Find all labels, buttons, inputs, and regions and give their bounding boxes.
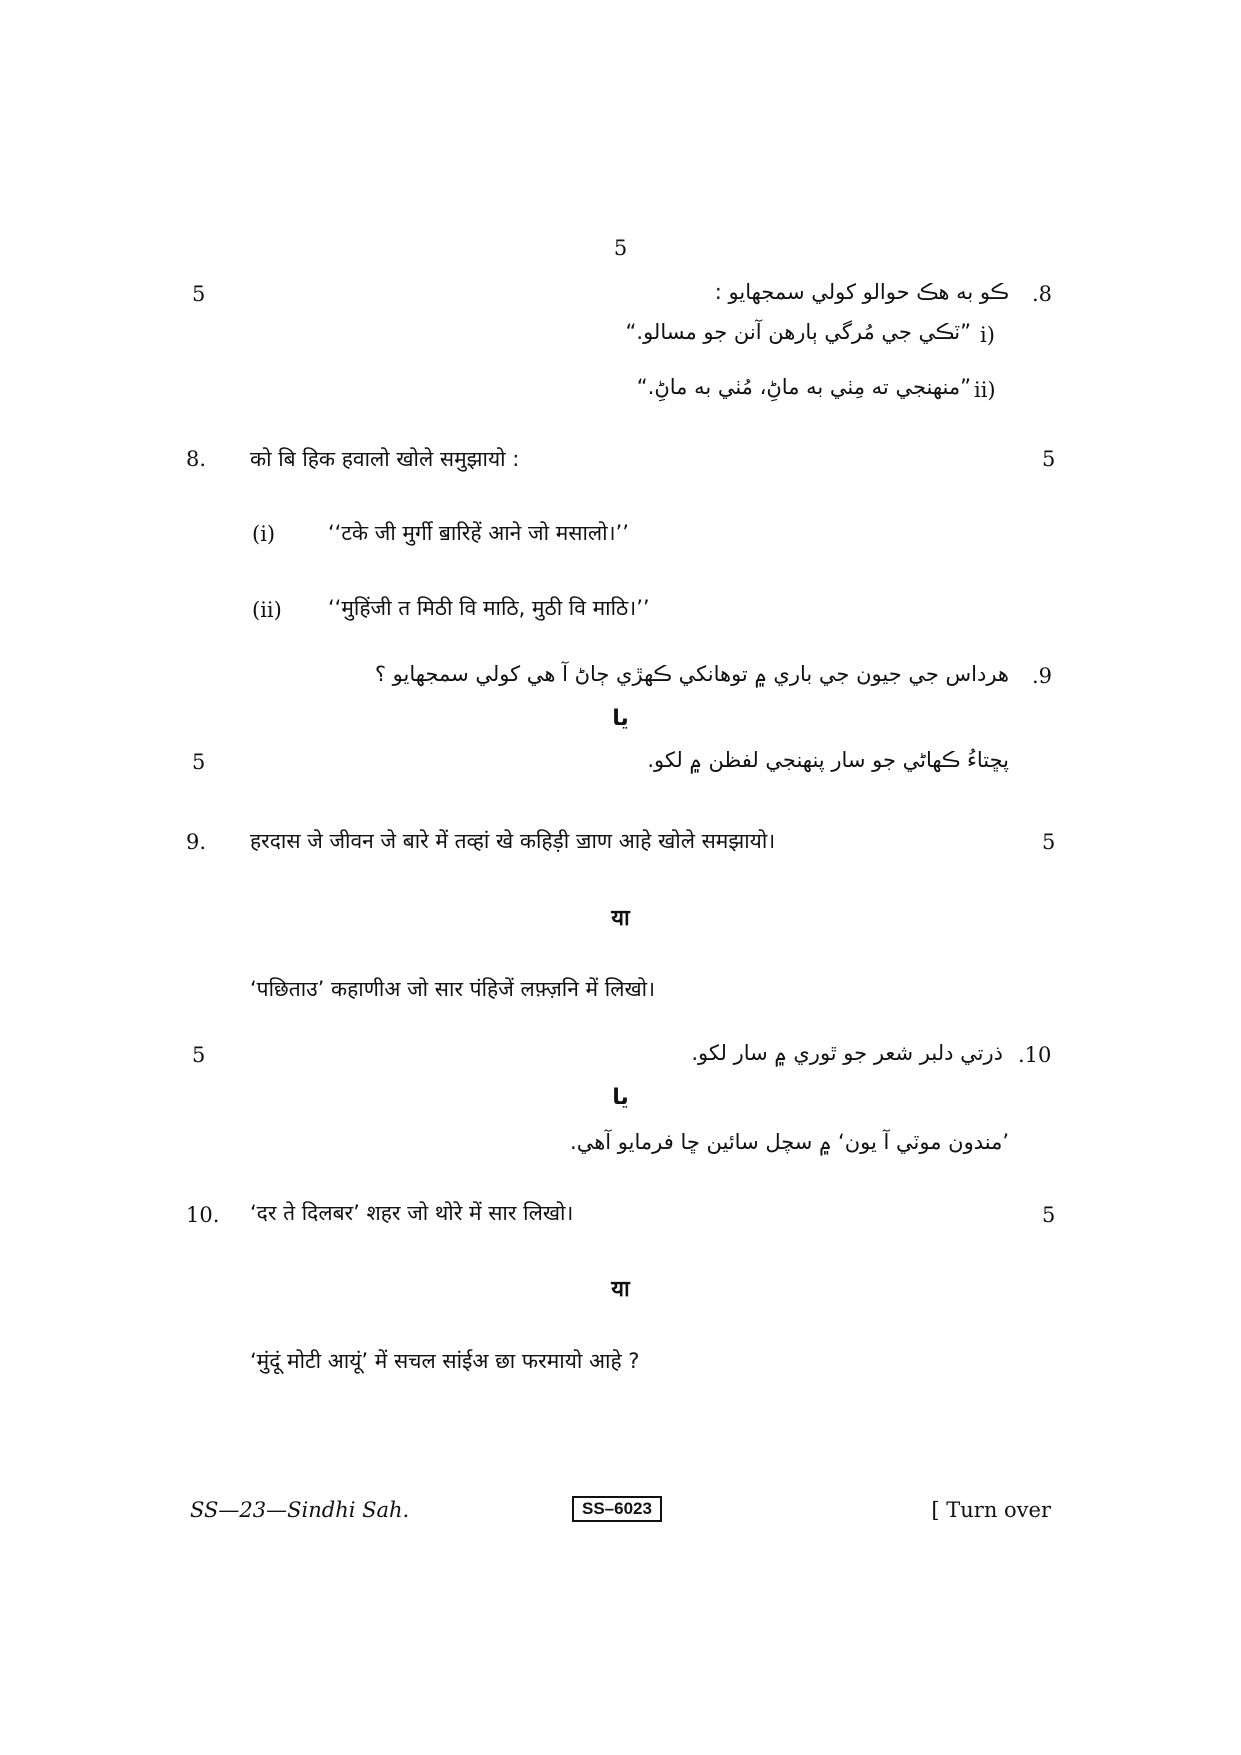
q9-hindi-marks: 5 <box>1042 830 1056 854</box>
q8-sindhi-number: .8 <box>1032 282 1053 306</box>
q8-sindhi-prompt: ڪو به هڪ حوالو کولي سمجهايو : <box>714 280 1009 304</box>
q9-sindhi-or: يا <box>612 706 629 731</box>
q10-sindhi-line1: ذرتي دلبر شعر جو ٿوري ۾ سار لکو. <box>691 1041 1003 1065</box>
q9-hindi-number: 9. <box>186 830 207 854</box>
q10-hindi-number: 10. <box>186 1203 220 1227</box>
q8-hindi-number: 8. <box>186 447 207 471</box>
q10-sindhi-number: .10 <box>1018 1043 1052 1067</box>
q9-sindhi-line2: پڇتاءُ ڪهاڻي جو سار پنهنجي لفظن ۾ لکو. <box>647 748 1009 772</box>
q8-hindi-marks: 5 <box>1042 447 1056 471</box>
q8-sindhi-item1-label: i) <box>980 323 995 347</box>
q8-sindhi-item2-label: ii) <box>974 378 996 402</box>
q10-sindhi-marks: 5 <box>192 1043 206 1067</box>
turn-over-note: [ Turn over <box>931 1498 1051 1522</box>
q9-hindi-line2: ‘पछिताउ’ कहाणीअ जो सार पंहिजें लफ़्ज़नि में लिखो। <box>250 977 656 1001</box>
footer-paper-code: SS–6023 <box>572 1496 662 1522</box>
q9-sindhi-marks: 5 <box>192 750 206 774</box>
q8-hindi-prompt: को बि हिक हवालो खोले समुझायो : <box>250 447 520 471</box>
q10-sindhi-line2: ’مندون موٽي آ يون‘ ۾ سچل سائين ڇا فرمايو آهي. <box>570 1130 1009 1154</box>
q8-sindhi-item1-text: ”ٽڪي جي مُرگي ٻارهن آنن جو مسالو.“ <box>625 320 971 344</box>
q10-hindi-or: या <box>611 1277 630 1302</box>
q8-hindi-item1-label: (i) <box>252 522 276 546</box>
q9-hindi-or: या <box>611 906 630 931</box>
footer-paper-title: SS—23—Sindhi Sah. <box>190 1498 410 1522</box>
q10-hindi-marks: 5 <box>1042 1203 1056 1227</box>
q8-hindi-item1-text: ‘‘टके जी मुर्गी ॿारिहें आने जो मसालो।’’ <box>328 521 629 545</box>
q8-hindi-item2-label: (ii) <box>252 598 282 622</box>
q10-hindi-line1: ‘दर ते दिलबर’ शहर जो थोरे में सार लिखो। <box>250 1201 574 1225</box>
q9-sindhi-number: .9 <box>1032 664 1053 688</box>
q8-sindhi-marks: 5 <box>192 282 206 306</box>
q10-hindi-line2: ‘मुंदूं मोटी आयूं’ में सचल सांईअ छा फरमायो आहे ? <box>250 1349 640 1373</box>
q8-sindhi-item2-text: ”منهنجي ته مِٺي به ماڻِ، مُٺي به ماڻِ.“ <box>636 375 971 399</box>
q8-hindi-item2-text: ‘‘मुहिंजी त मिठी वि माठि, मुठी वि माठि।’’ <box>328 596 650 620</box>
q10-sindhi-or: يا <box>612 1085 629 1110</box>
page-number: 5 <box>613 236 628 260</box>
q9-hindi-line1: हरदास जे जीवन जे बारे में तव्हां खे कहिड़ी ॼाण आहे खोले समझायो। <box>250 829 776 853</box>
q9-sindhi-line1: هرداس جي جيون جي باري ۾ توهانکي ڪهڙي ڄاڻ آ هي کولي سمجهايو ؟ <box>374 662 1009 686</box>
